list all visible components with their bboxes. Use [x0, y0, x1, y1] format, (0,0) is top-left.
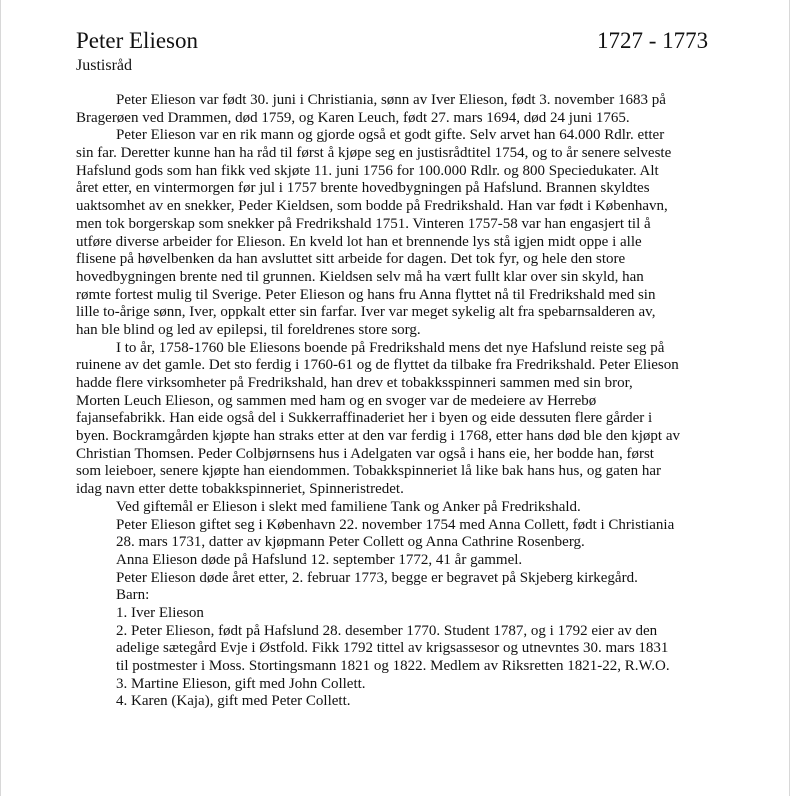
text-line: ruinene av det gamle. Det sto ferdig i 1760-61 og de flyttet da tilbake fra Fredrikshald. Peter Elieson: [76, 357, 679, 374]
text-line: hadde flere virksomheter på Fredrikshald, han drev et tobakksspinneri sammen med sin bror,: [76, 375, 633, 391]
text-line: byen. Bockramgården kjøpte han straks etter at den var ferdig i 1768, etter hans død ble den kjøpt av: [76, 428, 680, 445]
text-line: rømte fortest mulig til Sverige. Peter Elieson og hans fru Anna flyttet nå til Fredrikshald med sin: [76, 286, 656, 303]
text-line: Peter Elieson var en rik mann og gjorde også et godt gifte. Selv arvet han 64.000 Rdlr. etter: [116, 127, 665, 144]
text-line: han ble blind og led av epilepsi, til foreldrenes store sorg.: [76, 321, 421, 338]
text-line: Christian Thomsen. Peder Colbjørnsens hus i Adelgaten var også i hans eie, her bodde han, først: [76, 445, 654, 462]
text-line: flisene på høvelbenken da han avsluttet sitt arbeide for dagen. Det tok fyr, og hele den store: [76, 251, 626, 268]
text-line: sin far. Deretter kunne han ha råd til først å kjøpe seg en justisrådtitel 1754, og to år senere selveste: [76, 145, 672, 162]
text-line: adelige sætegård Evje i Østfold. Fikk 1792 tittel av krigsassesor og utnevntes 30. mars 1831: [116, 640, 669, 657]
text-line: Anna Elieson døde på Hafslund 12. september 1772, 41 år gammel.: [116, 551, 523, 568]
text-line: idag navn etter dette tobakkspinneriet, Spinneristredet.: [76, 481, 404, 498]
text-line: Ved giftemål er Elieson i slekt med familiene Tank og Anker på Fredrikshald.: [116, 498, 581, 515]
text-line: 4. Karen (Kaja), gift med Peter Collett.: [116, 693, 351, 710]
text-line: uaktsomhet av en snekker, Peder Kieldsen, som bodde på Fredrikshald. Han var født i København,: [76, 198, 668, 215]
text-line: Peter Elieson giftet seg i København 22. november 1754 med Anna Collett, født i Christiania: [116, 516, 675, 533]
text-line: Hafslund gods som han fikk ved skjøte 11. juni 1756 for 100.000 Rdlr. og 800 Speciedukater. Alt: [76, 162, 659, 179]
text-line: året etter, en vintermorgen før jul i 1757 brente hovedbygningen på Hafslund. Brannen skyldtes: [76, 180, 650, 197]
text-line: lille to-årige sønn, Iver, oppkalt etter sin farfar. Iver var meget sykelig alt fra spebarnsalderen av,: [76, 304, 656, 321]
text-line: Bragerøen ved Drammen, død 1759, og Karen Leuch, født 27. mars 1694, død 24 juni 1765.: [76, 109, 630, 126]
person-name: Peter Elieson: [76, 28, 198, 53]
text-line: men tok borgerskap som snekker på Fredrikshald 1751. Vinteren 1757-58 var han engasjert til å: [76, 215, 651, 232]
text-line: 2. Peter Elieson, født på Hafslund 28. desember 1770. Student 1787, og i 1792 eier av den: [116, 622, 658, 639]
text-line: hovedbygningen brente ned til grunnen. Kieldsen selv må ha vært fullt klar over sin skyld, han: [76, 268, 644, 285]
text-line: til postmester i Moss. Stortingsmann 1821 og 1822. Medlem av Riksretten 1821-22, R.W.O.: [116, 658, 670, 674]
text-line: Peter Elieson døde året etter, 2. februar 1773, begge er begravet på Skjeberg kirkegård.: [116, 569, 638, 586]
person-title: Justisråd: [76, 57, 132, 74]
text-line: fajansefabrikk. Han eide også del i Sukkerraffinaderiet her i byen og eide dessuten flere gårder i: [76, 410, 653, 427]
text-line: Barn:: [116, 587, 150, 604]
text-line: I to år, 1758-1760 ble Eliesons boende på Fredrikshald mens det nye Hafslund reiste seg på: [116, 339, 665, 356]
text-line: 1. Iver Elieson: [116, 604, 204, 621]
text-line: Peter Elieson var født 30. juni i Christiania, sønn av Iver Elieson, født 3. november 1683 på: [116, 92, 666, 108]
text-line: 28. mars 1731, datter av kjøpmann Peter Collett og Anna Cathrine Rosenberg.: [116, 534, 585, 551]
life-years: 1727 - 1773: [597, 28, 709, 53]
text-line: 3. Martine Elieson, gift med John Collett.: [116, 675, 366, 692]
text-line: Morten Leuch Elieson, og sammen med ham og en svoger var de medeiere av Herrebø: [76, 392, 597, 409]
biography-text: [76, 92, 716, 711]
text-line: utføre diverse arbeider for Elieson. En kveld lot han et brennende lys stå igjen midt oppe i alle: [76, 233, 642, 250]
text-line: som leieboer, senere kjøpte han eiendommen. Tobakkspinneriet lå like bak hans hus, og gaten har: [76, 463, 661, 480]
